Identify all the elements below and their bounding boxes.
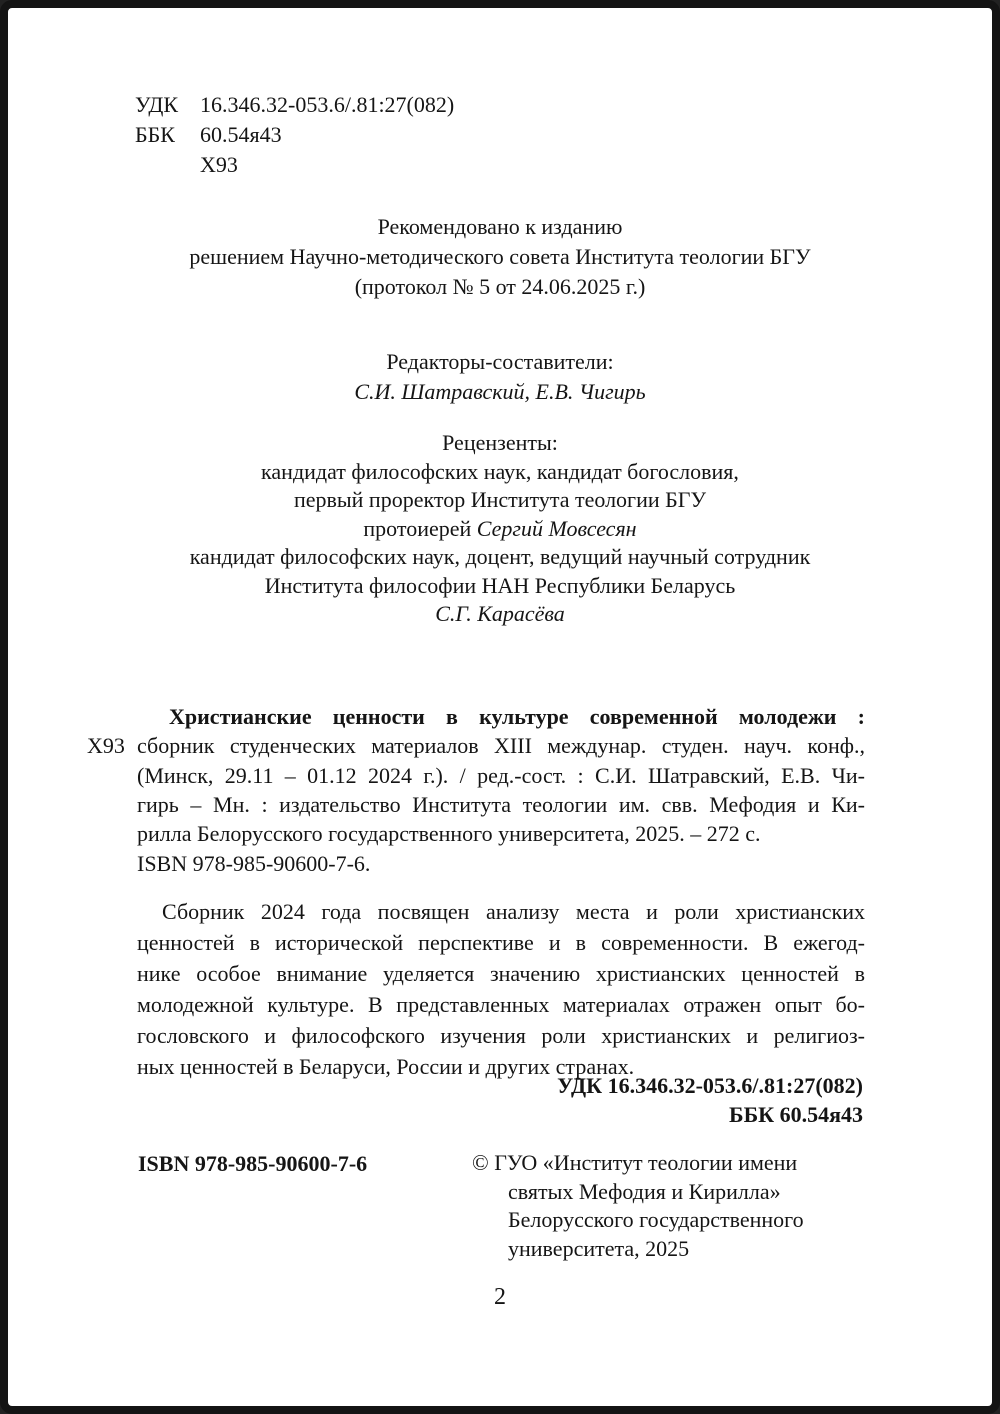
annotation-line: Сборник 2024 года посвящен анализу места и роли христианских [162,899,865,924]
catalog-title: Христианские ценности в культуре современной молодежи : [169,704,865,729]
catalog-line: рилла Белорусского государственного университета, 2025. – 272 с. [137,821,761,847]
author-sign-row [135,150,454,180]
bbk-label: ББК [135,122,175,147]
udk-label: УДК [135,92,179,117]
catalog-author-sign: Х93 [87,733,125,758]
editor-names: С.И. Шатравский, Е.В. Чигирь [354,379,646,404]
bbk-code-bottom: ББК 60.54я43 [729,1102,863,1127]
author-sign: Х93 [200,152,238,177]
classification-top-block [135,90,454,180]
annotation-paragraph [137,896,865,1082]
classification-bottom-block [557,1071,863,1129]
approval-block [8,212,992,302]
annotation-line: ных ценностей в Беларуси, России и других странах. [137,1054,635,1079]
annotation-line: молодежной культуре. В представленных материалах отражен опыт бо- [137,992,865,1017]
isbn-bottom: ISBN 978-985-90600-7-6 [138,1151,368,1176]
reviewers-heading: Рецензенты: [442,430,558,455]
udk-code-bottom: УДК 16.346.32-053.6/.81:27(082) [557,1073,863,1098]
reviewer-line [8,515,992,544]
reviewer-name: Сергий Мовсесян [476,515,637,541]
reviewer-title: протоиерей [363,515,477,541]
annotation-line: гословского и философского изучения роли христианских и религиоз- [137,1023,865,1048]
bbk-code: 60.54я43 [200,122,282,147]
annotation-line: нике особое внимание уделяется значению христианских ценностей в [137,961,865,986]
approval-line: Рекомендовано к изданию [377,214,623,239]
copyright-line: святых Мефодия и Кирилла» [508,1178,781,1204]
approval-line: (протокол № 5 от 24.06.2025 г.) [354,274,646,299]
udk-code: 16.346.32-053.6/.81:27(082) [200,92,455,117]
reviewers-block [8,429,992,629]
editors-block [8,347,992,407]
editors-heading: Редакторы-составители: [386,349,614,374]
catalog-line: гирь – Мн. : издательство Института теологии им. свв. Мефодия и Ки- [137,791,865,817]
reviewer-line: первый проректор Института теологии БГУ [293,487,707,512]
page-number: 2 [494,1284,506,1310]
catalog-entry [87,702,865,848]
isbn: ISBN 978-985-90600-7-6. [137,851,371,876]
copyright-line: университета, 2025 [508,1235,690,1261]
approval-line: решением Научно-методического совета Института теологии БГУ [189,244,811,269]
bbk-row [135,120,454,150]
reviewer-name: С.Г. Карасёва [435,601,565,626]
reviewer-line: Института философии НАН Республики Беларусь [264,572,736,598]
catalog-line: (Минск, 29.11 – 01.12 2024 г.). / ред.-сост. : С.И. Шатравский, Е.В. Чи- [137,762,865,788]
copyright-block [472,1149,872,1263]
copyright-line: © ГУО «Институт теологии имени [472,1150,798,1175]
catalog-line: сборник студенческих материалов XIII междунар. студен. науч. конф., [137,733,865,759]
udk-row [135,90,454,120]
author-sign-spacer [135,150,200,180]
reviewer-line: кандидат философских наук, доцент, ведущий научный сотрудник [189,544,811,569]
reviewer-line: кандидат философских наук, кандидат богословия, [261,458,739,484]
annotation-line: ценностей в исторической перспективе и в современности. В ежегод- [137,930,865,955]
copyright-line: Белорусского государственного [508,1207,804,1232]
